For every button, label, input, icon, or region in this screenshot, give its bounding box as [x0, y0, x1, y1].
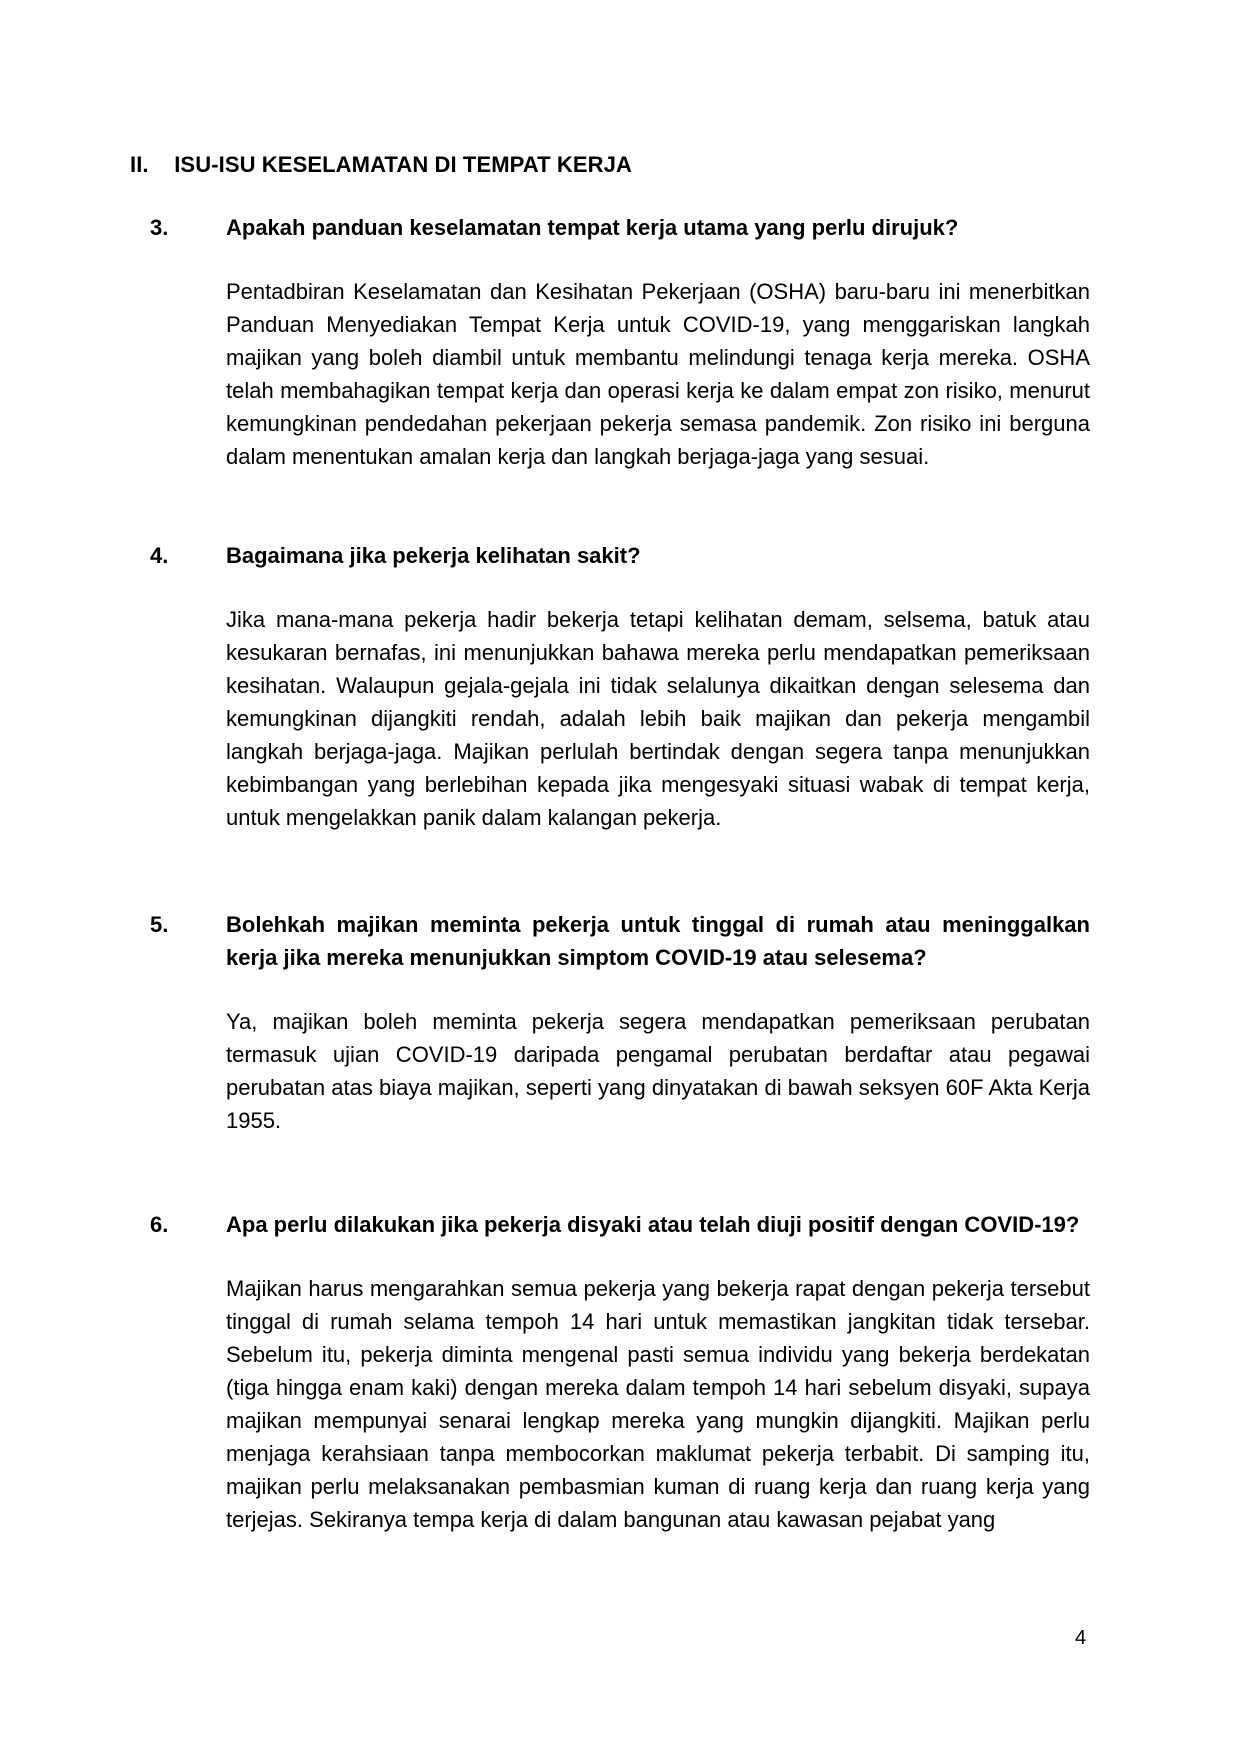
question-text: Apa perlu dilakukan jika pekerja disyaki atau telah diuji positif dengan COVID-19?: [226, 1212, 1080, 1237]
section-heading: [130, 152, 632, 178]
faq-item-4: [150, 539, 1090, 834]
answer-paragraph: Jika mana-mana pekerja hadir bekerja tetapi kelihatan demam, selsema, batuk atau kesukaran bernafas, ini menunjukkan bahawa mereka perlu mendapatkan pemeriksaan kesihatan. Walaupun gejala-gejala ini tidak selalunya dikaitkan dengan selesema dan kemungkinan dijangkiti rendah, adalah lebih baik majikan dan pekerja mengambil langkah berjaga-jaga. Majikan perlulah bertindak dengan segera tanpa menunjukkan kebimbangan yang berlebihan kepada jika mengesyaki situasi wabak di tempat kerja, untuk mengelakkan panik dalam kalangan pekerja.: [226, 607, 1090, 830]
question-text: Apakah panduan keselamatan tempat kerja utama yang perlu dirujuk?: [226, 215, 959, 240]
question-number: 6.: [150, 1212, 169, 1237]
question-heading: [150, 1208, 1090, 1241]
section-roman-numeral: II.: [130, 152, 149, 177]
question-number: 5.: [150, 912, 169, 937]
faq-item-6: [150, 1208, 1090, 1536]
answer-paragraph: Majikan harus mengarahkan semua pekerja yang bekerja rapat dengan pekerja tersebut tinggal di rumah selama tempoh 14 hari untuk memastikan jangkitan tidak tersebar. Sebelum itu, pekerja diminta mengenal pasti semua individu yang bekerja berdekatan (tiga hingga enam kaki) dengan mereka dalam tempoh 14 hari sebelum disyaki, supaya majikan mempunyai senarai lengkap mereka yang mungkin dijangkiti. Majikan perlu menjaga kerahsiaan tanpa membocorkan maklumat pekerja terbabit. Di samping itu, majikan perlu melaksanakan pembasmian kuman di ruang kerja dan ruang kerja yang terjejas. Sekiranya tempa kerja di dalam bangunan atau kawasan pejabat yang: [226, 1276, 1090, 1532]
question-number: 3.: [150, 215, 169, 240]
page-number: 4: [1075, 1627, 1087, 1649]
answer-paragraph: Pentadbiran Keselamatan dan Kesihatan Pekerjaan (OSHA) baru-baru ini menerbitkan Panduan Menyediakan Tempat Kerja untuk COVID-19, yang menggariskan langkah majikan yang boleh diambil untuk membantu melindungi tenaga kerja mereka. OSHA telah membahagikan tempat kerja dan operasi kerja ke dalam empat zon risiko, menurut kemungkinan pendedahan pekerjaan pekerja semasa pandemik. Zon risiko ini berguna dalam menentukan amalan kerja dan langkah berjaga-jaga yang sesuai.: [226, 279, 1090, 469]
faq-item-3: [150, 211, 1090, 473]
faq-item-5: [150, 908, 1090, 1137]
question-heading: [150, 539, 1090, 572]
question-number: 4.: [150, 543, 169, 568]
answer-paragraph: Ya, majikan boleh meminta pekerja segera mendapatkan pemeriksaan perubatan termasuk ujian COVID-19 daripada pengamal perubatan berdaftar atau pegawai perubatan atas biaya majikan, seperti yang dinyatakan di bawah seksyen 60F Akta Kerja 1955.: [226, 1009, 1090, 1133]
question-text: Bagaimana jika pekerja kelihatan sakit?: [226, 543, 641, 568]
section-title: ISU-ISU KESELAMATAN DI TEMPAT KERJA: [174, 152, 632, 177]
question-heading: [150, 908, 1090, 974]
question-text: Bolehkah majikan meminta pekerja untuk tinggal di rumah atau meninggalkan kerja jika mereka menunjukkan simptom COVID-19 atau selesema?: [226, 912, 1090, 970]
question-heading: [150, 211, 1090, 244]
